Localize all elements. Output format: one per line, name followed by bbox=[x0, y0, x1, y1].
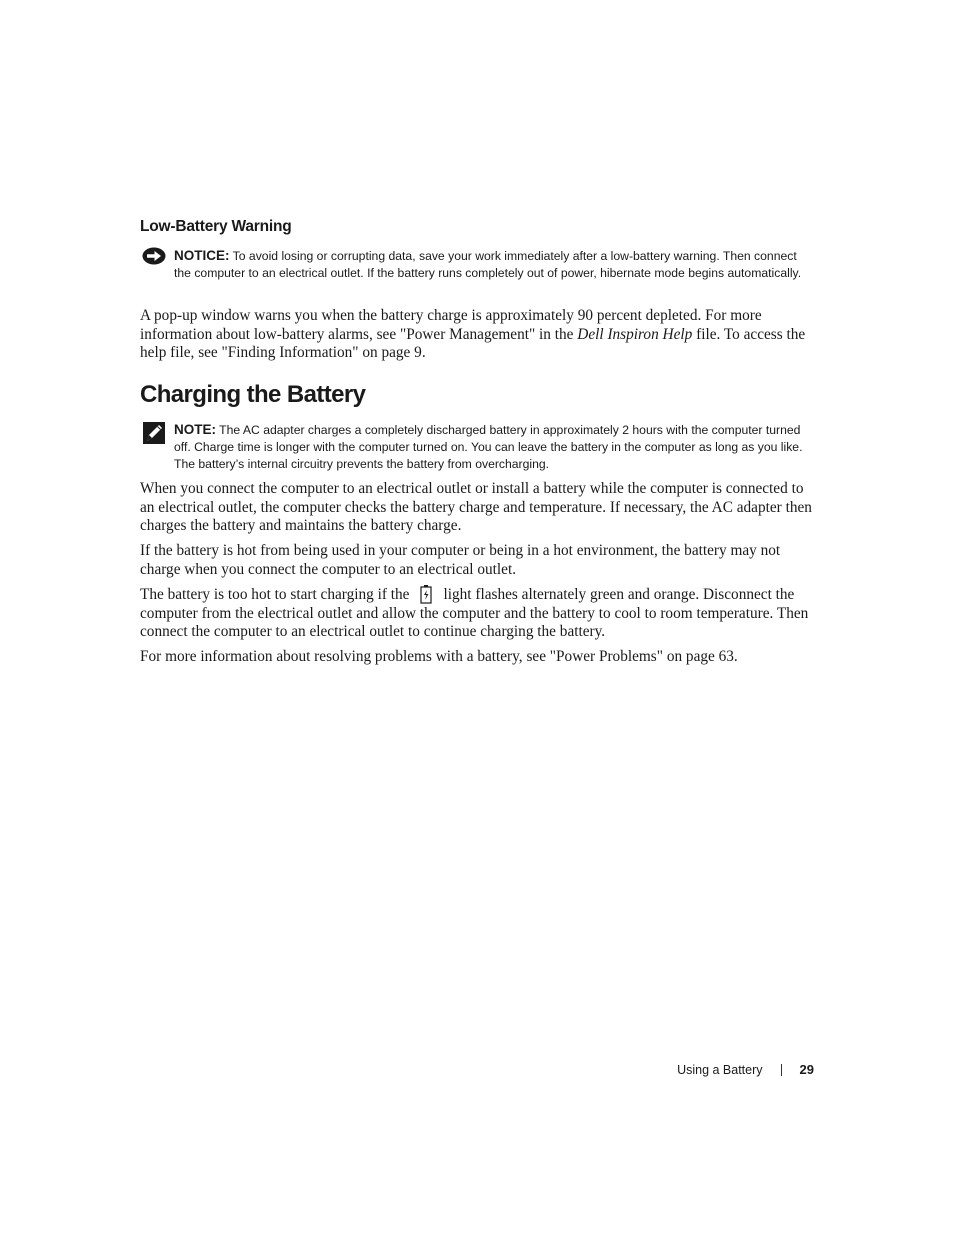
notice-body: To avoid losing or corrupting data, save your work immediately after a low-battery warning. Then connect the computer to an electrical outlet. If the battery runs completely out of power, hibernate mode begins automatically. bbox=[174, 249, 802, 281]
note-text bbox=[174, 421, 815, 474]
paragraph-too-hot bbox=[140, 586, 816, 642]
paragraph-text: file. To access the help file, see "Finding Information" on page 9. bbox=[140, 325, 806, 362]
paragraph-hot: If the battery is hot from being used in your computer or being in a hot environment, the battery may not charge when you connect the computer to an electrical outlet. bbox=[140, 542, 781, 578]
notice-arrow-icon bbox=[142, 247, 166, 270]
paragraph-text: The battery is too hot to start charging if the bbox=[140, 586, 410, 603]
page-footer bbox=[677, 1062, 814, 1077]
note-pencil-icon bbox=[142, 421, 166, 450]
paragraph-more-info: For more information about resolving problems with a battery, see "Power Problems" on page 63. bbox=[140, 648, 738, 665]
notice-text bbox=[174, 247, 815, 282]
notice-label: NOTICE: bbox=[174, 248, 230, 263]
page-number: 29 bbox=[799, 1062, 814, 1077]
note-label: NOTE: bbox=[174, 422, 216, 437]
note-body: The AC adapter charges a completely discharged battery in approximately 2 hours with the computer turned off. Charge time is longer with the computer turned on. You can leave the battery in the computer as long as you like. The battery’s internal circuitry prevents the battery from overcharging. bbox=[174, 423, 803, 472]
paragraph-text: light flashes alternately green and orange. Disconnect the computer from the electrical outlet and allow the computer and the battery to cool to room temperature. Then connect the computer to an electrical outlet to continue charging the battery. bbox=[140, 586, 809, 641]
footer-divider bbox=[781, 1064, 782, 1076]
note-box bbox=[140, 421, 815, 474]
paragraph-low-battery bbox=[140, 307, 816, 363]
chapter-heading-charging: Charging the Battery bbox=[140, 381, 366, 408]
paragraph-connect: When you connect the computer to an electrical outlet or install a battery while the computer is connected to an electrical outlet, the computer checks the battery charge and temperature. If necessary, the AC adapter then charges the battery and maintains the battery charge. bbox=[140, 480, 812, 535]
notice-box bbox=[140, 247, 815, 282]
help-file-title: Dell Inspiron Help bbox=[577, 325, 693, 343]
battery-status-icon bbox=[415, 586, 437, 602]
section-heading-low-battery: Low-Battery Warning bbox=[140, 218, 292, 235]
paragraph-text: A pop-up window warns you when the battery charge is approximately 90 percent depleted. For more information about low-battery alarms, see "Power Management" in the bbox=[140, 307, 762, 343]
footer-section-title: Using a Battery bbox=[677, 1062, 763, 1077]
